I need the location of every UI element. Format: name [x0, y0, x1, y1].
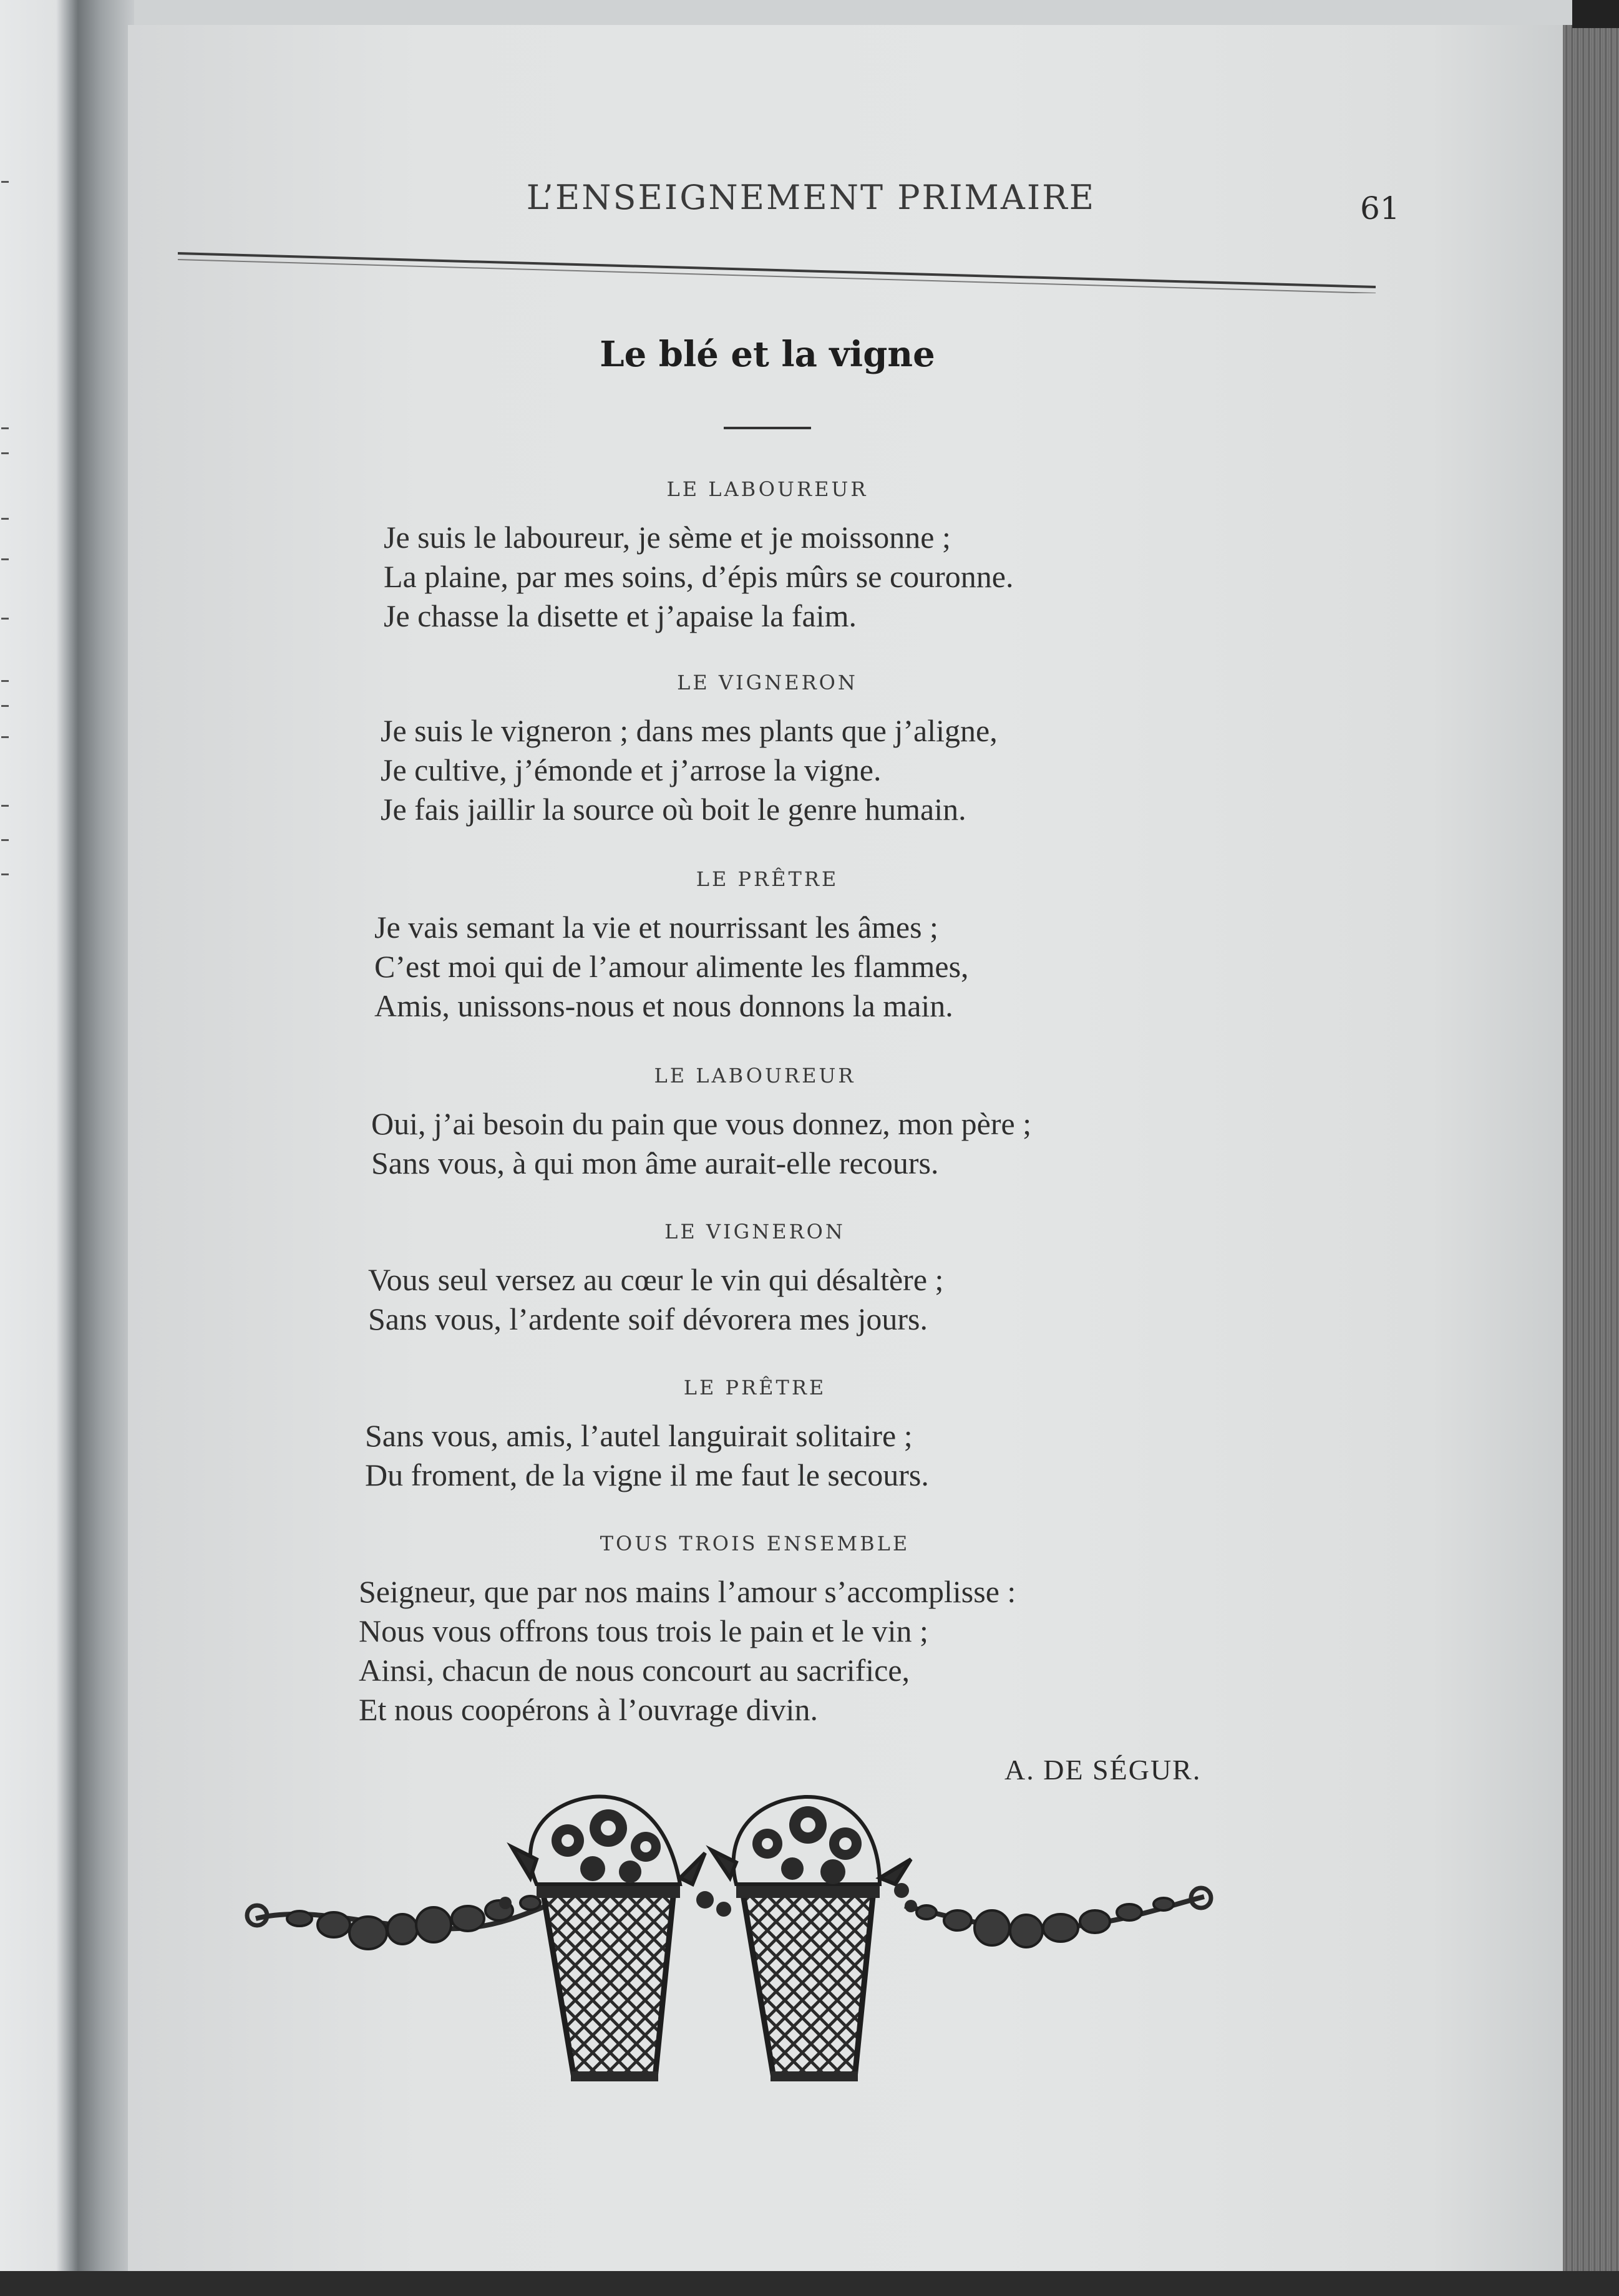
verse-line: Je suis le vigneron ; dans mes plants que j’aligne,	[381, 713, 998, 748]
speaker-heading: LE LABOUREUR	[654, 1064, 856, 1087]
flower-baskets-garland-icon	[243, 1791, 1217, 2084]
author-signature: A. DE SÉGUR.	[1004, 1754, 1202, 1786]
book-edge	[1563, 25, 1619, 2296]
speaker-heading: LE PRÊTRE	[696, 867, 839, 891]
verse-line: Nous vous offrons tous trois le pain et le vin ;	[359, 1613, 928, 1648]
title-dash	[724, 427, 811, 429]
scan-corner	[1572, 0, 1619, 28]
verse-line: Ainsi, chacun de nous concourt au sacrifice,	[359, 1653, 910, 1688]
stanza	[381, 711, 998, 829]
book-gutter	[78, 0, 134, 2296]
stanza	[365, 1416, 929, 1495]
speaker-heading: LE VIGNERON	[664, 1220, 845, 1243]
verse-line: Oui, j’ai besoin du pain que vous donnez, mon père ;	[371, 1106, 1032, 1141]
verse-line: Amis, unissons-nous et nous donnons la main.	[374, 988, 953, 1023]
verse-line: Je vais semant la vie et nourrissant les âmes ;	[374, 910, 938, 945]
verse-line: Je suis le laboureur, je sème et je moissonne ;	[384, 520, 951, 555]
running-head: L’ENSEIGNEMENT PRIMAIRE	[526, 178, 1096, 217]
stanza	[374, 908, 969, 1026]
poem-title: Le blé et la vigne	[600, 334, 935, 375]
verse-line: Sans vous, à qui mon âme aurait-elle recours.	[371, 1146, 939, 1180]
stanza	[384, 518, 1013, 636]
verse-line: Du froment, de la vigne il me faut le secours.	[365, 1457, 929, 1492]
verse-line: Sans vous, amis, l’autel languirait solitaire ;	[365, 1418, 913, 1453]
verse-line: C’est moi qui de l’amour alimente les flammes,	[374, 949, 969, 984]
stanza	[371, 1104, 1031, 1183]
page-number: 61	[1360, 190, 1400, 226]
left-page-marks	[0, 0, 12, 2296]
speaker-heading: LE PRÊTRE	[683, 1376, 827, 1399]
speaker-heading: LE VIGNERON	[677, 671, 858, 694]
verse-line: Je cultive, j’émonde et j’arrose la vigne.	[381, 752, 882, 787]
verse-line: Seigneur, que par nos mains l’amour s’accomplisse :	[359, 1574, 1016, 1609]
header-rule	[178, 250, 1376, 293]
speaker-heading: LE LABOUREUR	[666, 477, 868, 501]
speaker-heading: TOUS TROIS ENSEMBLE	[600, 1532, 910, 1555]
verse-line: Je fais jaillir la source où boit le genre humain.	[381, 792, 966, 827]
verse-line: Je chasse la disette et j’apaise la faim.	[384, 598, 857, 633]
scan-bottom-edge	[0, 2271, 1619, 2296]
stanza	[359, 1572, 1016, 1729]
verse-line: Sans vous, l’ardente soif dévorera mes jours.	[368, 1301, 928, 1336]
stanza	[368, 1260, 943, 1339]
verse-line: Et nous coopérons à l’ouvrage divin.	[359, 1692, 818, 1727]
verse-line: Vous seul versez au cœur le vin qui désaltère ;	[368, 1262, 944, 1297]
verse-line: La plaine, par mes soins, d’épis mûrs se couronne.	[384, 559, 1014, 594]
